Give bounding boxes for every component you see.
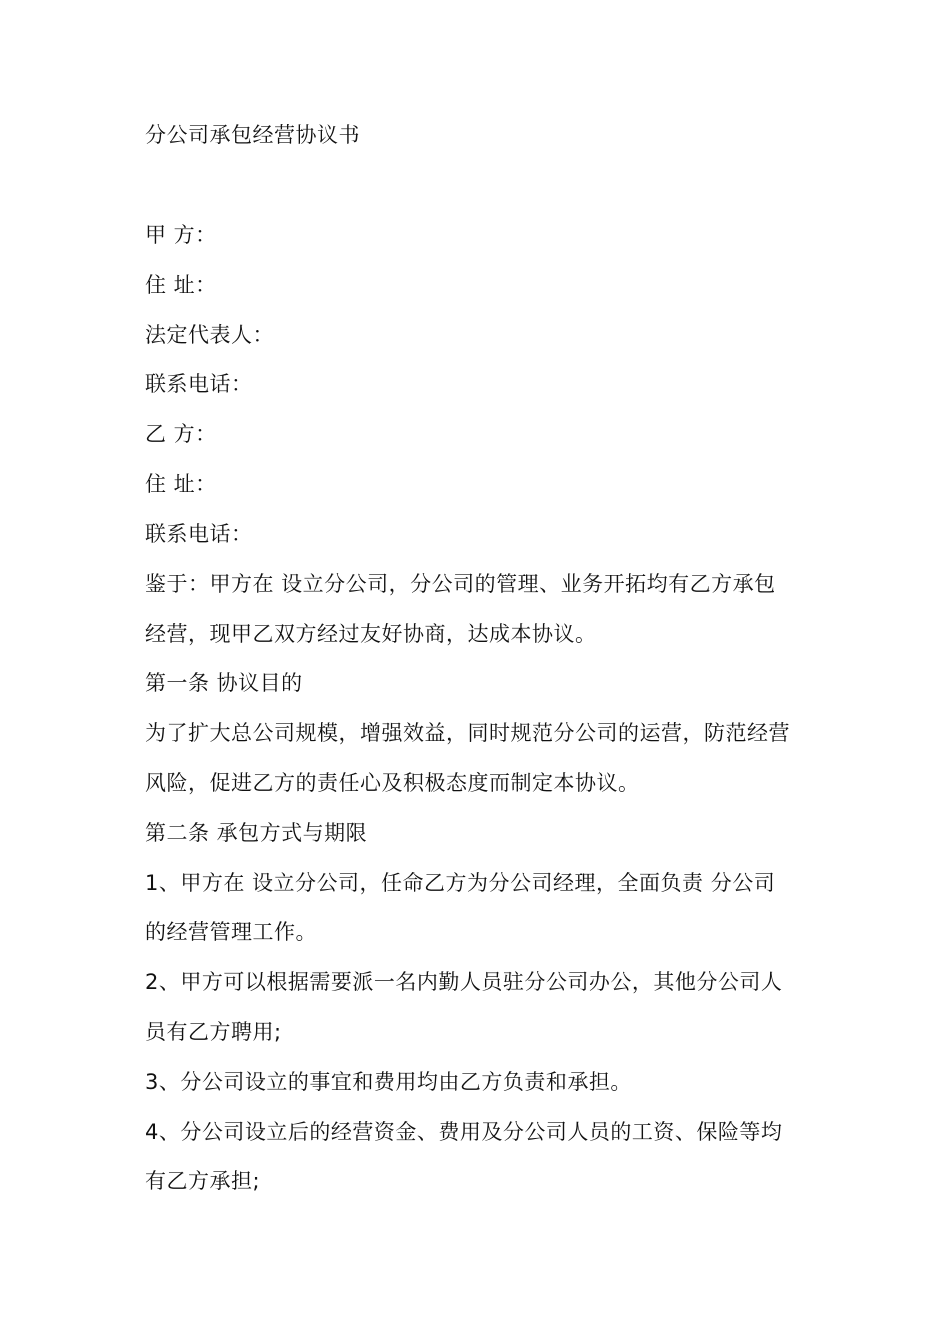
article-2-clause-2: 2、甲方可以根据需要派一名内勤人员驻分公司办公，其他分公司人 (145, 970, 783, 994)
article-1-heading: 第一条 协议目的 (145, 671, 303, 695)
party-b-phone: 联系电话： (145, 522, 253, 546)
party-a-label: 甲 方： (145, 223, 217, 247)
article-1-text: 风险，促进乙方的责任心及积极态度而制定本协议。 (145, 771, 640, 795)
article-2-clause-2: 员有乙方聘用; (145, 1020, 282, 1044)
article-2-clause-4: 有乙方承担; (145, 1169, 261, 1193)
article-2-heading: 第二条 承包方式与期限 (145, 821, 368, 845)
party-a-phone: 联系电话： (145, 372, 253, 396)
preamble-line: 经营，现甲乙双方经过友好协商，达成本协议。 (145, 622, 597, 646)
party-a-address: 住 址： (145, 273, 217, 297)
article-1-text: 为了扩大总公司规模，增强效益，同时规范分公司的运营，防范经营 (145, 721, 790, 745)
article-2-clause-1: 1、甲方在 设立分公司，任命乙方为分公司经理，全面负责 分公司 (145, 871, 776, 895)
document-title: 分公司承包经营协议书 (145, 123, 360, 147)
preamble-line: 鉴于：甲方在 设立分公司，分公司的管理、业务开拓均有乙方承包 (145, 572, 776, 596)
article-2-clause-4: 4、分公司设立后的经营资金、费用及分公司人员的工资、保险等均 (145, 1120, 783, 1144)
legal-representative: 法定代表人： (145, 323, 274, 347)
article-2-clause-1: 的经营管理工作。 (145, 920, 317, 944)
party-b-address: 住 址： (145, 472, 217, 496)
party-b-label: 乙 方： (145, 422, 217, 446)
article-2-clause-3: 3、分公司设立的事宜和费用均由乙方负责和承担。 (145, 1070, 632, 1094)
